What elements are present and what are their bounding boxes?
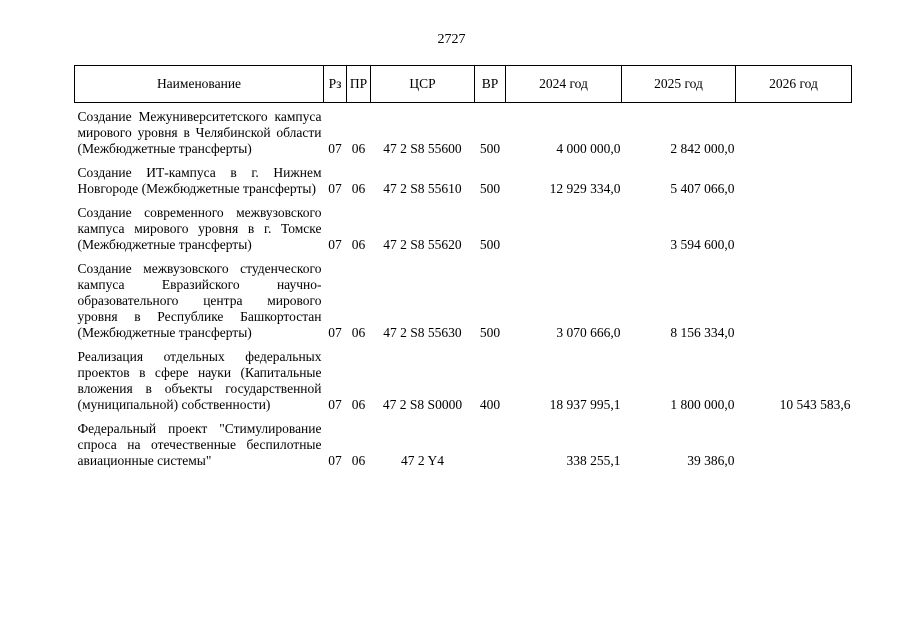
table-row (75, 159, 852, 199)
row-name: Реализация отдельных федеральных проектов в сфере науки (Капитальные вложения в объекты государственной (муниципальной) собственности) (77, 349, 322, 412)
row-rz: 07 (328, 141, 342, 156)
page-number: 2727 (437, 32, 466, 47)
row-pr: 06 (351, 453, 366, 468)
row-csr: 47 2 S8 55600 (383, 141, 462, 156)
row-2025: 8 156 334,0 (670, 325, 735, 340)
row-2024: 4 000 000,0 (556, 141, 621, 156)
row-2024: 12 929 334,0 (549, 181, 621, 196)
row-vr: 400 (479, 397, 501, 412)
row-2026 (736, 103, 852, 160)
row-name: Создание современного межвузовского кампуса мирового уровня в г. Томске (Межбюджетные трансферты) (77, 205, 322, 252)
row-rz: 07 (328, 237, 342, 252)
row-vr: 500 (479, 181, 501, 196)
row-csr: 47 2 S8 55620 (383, 237, 462, 252)
header-2026: 2026 год (736, 66, 852, 103)
row-pr: 06 (351, 237, 366, 252)
row-name: Создание межвузовского студенческого кампуса Евразийского научно-образовательного центра мирового уровня в Республике Башкортостан (Межбюджетные трансферты) (77, 261, 322, 340)
row-2026: 10 543 583,6 (779, 397, 851, 412)
row-2024 (506, 199, 622, 255)
row-2025: 2 842 000,0 (670, 141, 735, 156)
row-2024: 338 255,1 (566, 453, 621, 468)
row-2024: 18 937 995,1 (549, 397, 621, 412)
row-pr: 06 (351, 325, 366, 340)
row-vr: 500 (479, 325, 501, 340)
header-name: Наименование (75, 66, 324, 103)
table-row (75, 255, 852, 343)
row-rz: 07 (328, 181, 342, 196)
header-vr: ВР (475, 66, 506, 103)
row-name: Федеральный проект "Стимулирование спроса на отечественные беспилотные авиационные системы" (77, 421, 322, 468)
row-csr: 47 2 S8 55610 (383, 181, 462, 196)
row-pr: 06 (351, 141, 366, 156)
row-2026 (736, 199, 852, 255)
row-rz: 07 (328, 397, 342, 412)
header-2024: 2024 год (506, 66, 622, 103)
row-rz: 07 (328, 453, 342, 468)
row-pr: 06 (351, 181, 366, 196)
row-2025: 3 594 600,0 (670, 237, 735, 252)
table-row (75, 103, 852, 160)
row-vr (475, 415, 506, 471)
row-2025: 5 407 066,0 (670, 181, 735, 196)
header-2025: 2025 год (622, 66, 736, 103)
row-vr: 500 (479, 141, 501, 156)
row-vr: 500 (479, 237, 501, 252)
row-csr: 47 2 S8 S0000 (382, 397, 463, 412)
row-rz: 07 (328, 325, 342, 340)
row-pr: 06 (351, 397, 366, 412)
row-2025: 39 386,0 (687, 453, 735, 468)
header-pr: ПР (347, 66, 371, 103)
table-row (75, 199, 852, 255)
budget-table (74, 65, 852, 471)
table-row (75, 343, 852, 415)
row-csr: 47 2 Y4 (401, 453, 444, 468)
row-2026 (736, 159, 852, 199)
header-rz: Рз (324, 66, 347, 103)
row-2025: 1 800 000,0 (670, 397, 735, 412)
header-csr: ЦСР (371, 66, 475, 103)
table-header-row (75, 66, 852, 103)
row-name: Создание ИТ-кампуса в г. Нижнем Новгороде (Межбюджетные трансферты) (77, 165, 322, 196)
row-2026 (736, 415, 852, 471)
row-2026 (736, 255, 852, 343)
row-2024: 3 070 666,0 (556, 325, 621, 340)
row-csr: 47 2 S8 55630 (383, 325, 462, 340)
table-row (75, 415, 852, 471)
row-name: Создание Межуниверситетского кампуса мирового уровня в Челябинской области (Межбюджетные трансферты) (77, 109, 322, 156)
